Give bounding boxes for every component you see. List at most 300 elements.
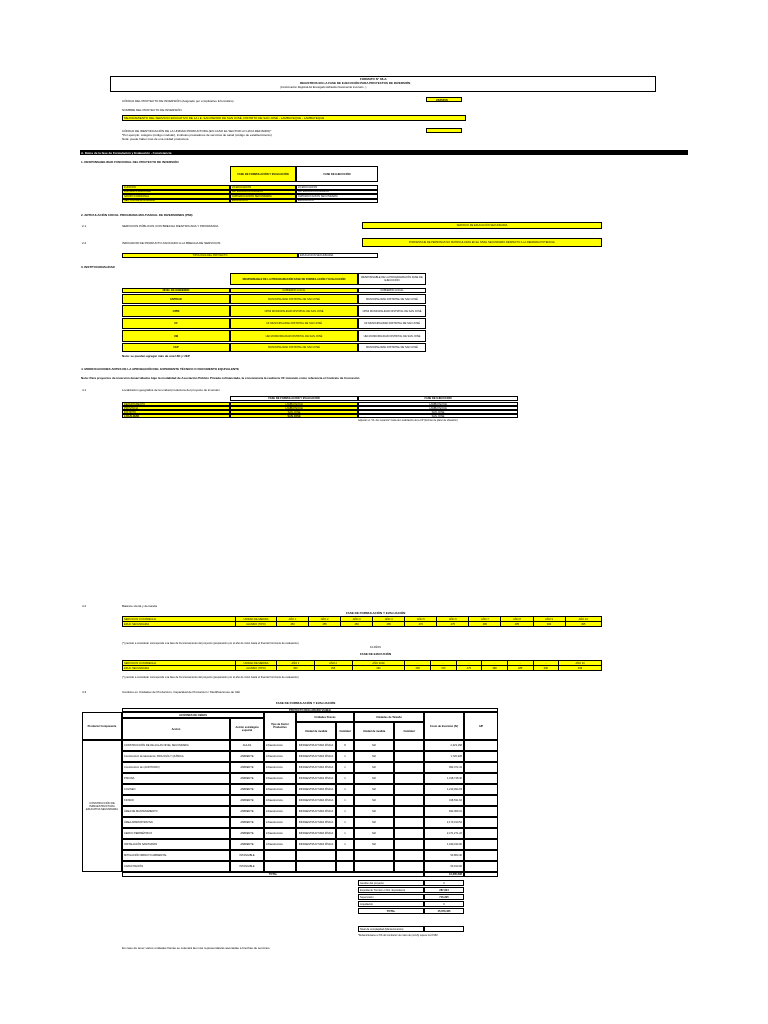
loc-row-ej[interactable]: SAN JOSÉ — [358, 414, 518, 418]
s1-row-fe: 047 EDUCACIÓN BÁSICA — [230, 190, 296, 195]
table-cell — [336, 806, 354, 817]
s43-num: 4.3 — [82, 690, 87, 694]
table-cell — [336, 773, 354, 784]
summary-value[interactable]: 0 — [424, 901, 464, 907]
table-cell: 495 — [565, 622, 601, 627]
cell-text: AMBIENTE — [240, 843, 254, 846]
table-cell — [122, 740, 230, 751]
loc-row-label: PROVINCIA — [122, 406, 230, 410]
cell-text: INFRAESTRUCTURA FÍSICA — [298, 744, 334, 747]
cell-text: INFRAESTRUCTURA FÍSICA — [298, 777, 334, 780]
table-cell — [354, 751, 394, 762]
tbl-h-ap: A/P — [464, 712, 498, 740]
s3-row-label: NIVEL DE GOBIERNO — [122, 288, 230, 293]
cell-text: ÁREA ADMINISTRATIVA — [124, 821, 153, 824]
table-cell — [336, 795, 354, 806]
cell-text: infraestructura — [266, 766, 283, 769]
cell-text: M2 — [372, 755, 376, 758]
table-row — [123, 622, 602, 627]
s2-r3-label: TIPOLOGÍA DEL PROYECTO — [122, 253, 298, 258]
loc-row-label: DISTRITO — [122, 410, 230, 414]
table-cell — [336, 839, 354, 850]
table-cell[interactable] — [424, 784, 464, 795]
table-cell: SERVICIOS CON BRECHA — [123, 617, 236, 622]
table-cell — [122, 861, 230, 872]
table-cell: 460 — [352, 666, 405, 671]
table-cell — [394, 861, 424, 872]
table-cell[interactable] — [424, 850, 464, 861]
table-cell — [336, 828, 354, 839]
cell-text: infraestructura — [266, 777, 283, 780]
cell-text: INFRAESTRUCTURA FÍSICA — [298, 755, 334, 758]
unidad-label: CÓDIGO DE IDENTIFICACIÓN DE LA UNIDAD PRODUCTORA (EN CASO EL SECTOR LO HAYA DEFINIDO)* — [122, 129, 272, 133]
s3-row-label: UEI — [122, 330, 230, 342]
table-cell — [336, 784, 354, 795]
summary-value[interactable]: 716,305 — [424, 894, 464, 900]
tbl-h-acc-group: ACCIONES DE OBRAS — [122, 712, 264, 718]
cell-text: KIOSKO — [124, 799, 134, 802]
table-cell — [464, 806, 498, 817]
summary-label: Supervisión — [358, 894, 424, 900]
loc-col-fe: FASE DE FORMULACIÓN Y EVALUACIÓN — [230, 396, 358, 401]
summary-label: Expediente Técnico o Doc. Equivalente — [358, 887, 424, 893]
table-cell[interactable] — [424, 861, 464, 872]
table-cell[interactable] — [424, 817, 464, 828]
s1-col-ej: FASE DE EJECUCIÓN — [296, 166, 378, 182]
table-cell: AÑO 6 — [437, 617, 469, 622]
cell-text: 1,040,434.90 — [446, 843, 462, 846]
table-cell[interactable] — [424, 740, 464, 751]
cell-text: infraestructura — [266, 788, 283, 791]
tbl-total: 16,365,298 — [424, 872, 464, 877]
table-cell — [464, 817, 498, 828]
cell-text: 318,531.62 — [449, 799, 462, 802]
s2-r1-value[interactable]: SERVICIO DE EDUCACIÓN SECUNDARIA — [362, 222, 602, 229]
cell-text: 1 — [344, 843, 346, 846]
s1-row-label: GRUPO FUNCIONAL — [122, 194, 230, 199]
table-cell — [122, 762, 230, 773]
cell-text: INFRAESTRUCTURA FÍSICA — [298, 843, 334, 846]
cell-text: M2 — [372, 766, 376, 769]
cell-text: INFRAESTRUCTURA FÍSICA — [298, 788, 334, 791]
table-cell — [264, 740, 296, 751]
table-cell: 450 — [277, 666, 315, 671]
table-cell: 485 — [501, 622, 533, 627]
table-cell — [464, 850, 498, 861]
mant-field[interactable] — [424, 926, 464, 932]
table-cell — [464, 773, 498, 784]
tbl-h-um2: Unidad de medida — [354, 722, 394, 740]
loc-row-fe: LAMBAYEQUE — [230, 406, 358, 410]
table-cell — [464, 784, 498, 795]
table-cell: AÑO 1 — [277, 661, 315, 666]
cell-text: infraestructura — [266, 810, 283, 813]
summary-label: Liquidación — [358, 901, 424, 907]
summary-total-label: TOTAL — [358, 908, 424, 914]
s3-row-fe: OPMI MUNICIPALIDAD DISTRITAL DE SAN JOSÉ — [230, 305, 358, 317]
s3-row-ej[interactable]: GOBIERNO LOCAL — [358, 288, 426, 293]
table-cell — [464, 828, 498, 839]
table-cell — [394, 828, 424, 839]
table-cell — [122, 784, 230, 795]
cell-text: 692,069.31 — [449, 810, 462, 813]
table-cell: 450 — [277, 622, 309, 627]
table-cell — [336, 817, 354, 828]
table-cell: UNIDAD DE MEDIDA — [236, 661, 277, 666]
table-cell — [394, 784, 424, 795]
table-cell — [394, 762, 424, 773]
table-cell: UNIDAD DE MEDIDA — [236, 617, 277, 622]
bal-title-fe: FASE DE FORMULACIÓN Y EVALUACIÓN — [346, 611, 406, 615]
tbl-component: CONSTRUCCIÓN DE INFRAESTRUCTURA EDUCATIVA SECUNDARIA — [82, 740, 122, 872]
cell-text: 1 — [344, 788, 346, 791]
s1-row-fe: EDUCACIÓN — [230, 199, 296, 204]
table-cell: EDUC SECUNDARIA — [123, 666, 236, 671]
table-cell: ALUMNO (TIPO) — [236, 622, 277, 627]
table-cell — [296, 828, 336, 839]
cell-text: AMBIENTE — [240, 832, 254, 835]
cell-text: MITIGACIÓN IMPACTO AMBIENTAL — [124, 854, 167, 857]
codigo-value: 2485358 — [436, 97, 448, 102]
form-title: FORMATO N° 08-A: — [360, 77, 388, 81]
cell-text: 1,318,748.40 — [446, 777, 462, 780]
s42-label: Balance oferta y demanda — [122, 604, 158, 608]
s2-r2-num: 2.2 — [82, 241, 87, 245]
table-cell — [296, 806, 336, 817]
cell-text: Construcción de (AUDITORIO) — [124, 766, 160, 769]
table-cell — [230, 850, 264, 861]
table-cell — [296, 861, 336, 872]
s1-title: 1. RESPONSABILIDAD FUNCIONAL DEL PROYECTO DE INVERSIÓN — [81, 160, 179, 164]
s3-title: 3. INSTITUCIONALIDAD — [81, 265, 115, 269]
table-cell — [296, 850, 336, 861]
table-cell — [354, 861, 394, 872]
table-cell — [394, 773, 424, 784]
summary-value[interactable]: 0 — [424, 880, 464, 886]
unidad-note2: Nota: puede haber más de una unidad productora — [122, 137, 189, 141]
cell-text: INFRAESTRUCTURA FÍSICA — [298, 799, 334, 802]
table-cell: AÑO 9 — [533, 617, 565, 622]
table-cell — [354, 784, 394, 795]
table-cell: 475 — [437, 622, 469, 627]
cell-text: 1 — [344, 777, 346, 780]
s4-title: 4. MODIFICACIONES ANTES DE LA APROBACIÓN DEL EXPEDIENTE TÉCNICO O DOCUMENTO EQUIVALENTE — [81, 367, 240, 371]
s3-row-ej[interactable]: MUNICIPALIDAD DISTRITAL DE SAN JOSÉ — [358, 343, 426, 352]
s1-row-ej[interactable]: 0105 EDUCACIÓN SECUNDARIA — [296, 194, 378, 199]
table-cell — [296, 751, 336, 762]
table-cell — [296, 784, 336, 795]
table-cell — [122, 795, 230, 806]
cell-text: 1 — [344, 766, 346, 769]
cell-text: COLISEO — [124, 788, 136, 791]
cell-text: 1 — [344, 821, 346, 824]
table-cell — [296, 839, 336, 850]
cell-text: 993,072.43 — [449, 766, 462, 769]
cell-text: 2,471,271.22 — [446, 832, 462, 835]
cell-text: 53,863.40 — [450, 854, 462, 857]
cell-text: AMBIENTE — [240, 799, 254, 802]
table-cell — [336, 740, 354, 751]
loc-row-fe: LAMBAYEQUE — [230, 402, 358, 406]
table-cell: AÑO 4 — [373, 617, 405, 622]
table-cell — [264, 784, 296, 795]
table-cell: ... — [431, 661, 457, 666]
table-cell: AÑO 1 — [277, 617, 309, 622]
table-cell — [230, 762, 264, 773]
s3-row-ej[interactable]: UF MUNICIPALIDAD DISTRITAL DE SAN JOSÉ — [358, 318, 426, 329]
table-cell — [122, 839, 230, 850]
table-cell — [296, 740, 336, 751]
tbl-h-cant: Cantidad — [336, 722, 354, 740]
table-cell: ... — [456, 661, 482, 666]
cell-text: 8 — [344, 744, 346, 747]
s3-row-fe: MUNICIPALIDAD DISTRITAL DE SAN JOSÉ — [230, 294, 358, 304]
table-cell[interactable] — [424, 762, 464, 773]
table-cell — [354, 806, 394, 817]
cell-text: M2 — [372, 799, 376, 802]
form-subtitle: REGISTROS EN LA FASE DE EJECUCIÓN PARA PROYECTOS DE INVERSIÓN — [300, 81, 411, 85]
table-cell[interactable] — [424, 795, 464, 806]
table-cell — [336, 751, 354, 762]
cell-text: AMBIENTE — [240, 777, 254, 780]
table-cell — [354, 773, 394, 784]
bal-note1: (*) periodo a considerar corresponde a la fase de Funcionamiento del proyecto (preparación por el año de inicio hasta el final del horizonte de evaluación) — [122, 642, 299, 645]
cell-text: AULAS — [242, 744, 252, 747]
s43-label: Cambios en Unidades de Producción, Capacidad de Producción / Modificaciones de UEI — [122, 690, 240, 694]
table-cell — [230, 828, 264, 839]
table-cell — [336, 861, 354, 872]
table-cell[interactable] — [424, 828, 464, 839]
table-cell: AÑO 7 — [469, 617, 501, 622]
table-cell: AÑO 10 — [559, 661, 602, 666]
cell-text: 1,720,328 — [450, 755, 462, 758]
unidad-note1: *Por ejemplo: colegios (código modular), institutos prestadores de servicios de salud (código de establecimiento) — [122, 133, 272, 137]
s3-note: Nota: se pueden agregar más de una UEI y UEP — [122, 354, 190, 358]
tbl-h-factor: Tipo de Factor Productivo — [264, 712, 296, 740]
table-cell — [230, 839, 264, 850]
tbl-total-ap — [464, 872, 498, 877]
mant-note: *Deberá llenarse el 3% del contractor de mano de (nomb) supere los 8 MM — [358, 934, 438, 937]
bal-note2: (*) periodo a considerar corresponde a la fase de Funcionamiento del proyecto (preparación por el año de inicio hasta el final del horizonte de evaluación) — [122, 676, 299, 679]
table-cell: AÑO 2019 — [352, 661, 405, 666]
table-cell — [354, 795, 394, 806]
table-cell[interactable] — [424, 751, 464, 762]
table-cell: 470 — [431, 666, 457, 671]
table-cell: ... — [482, 661, 508, 666]
table-cell — [464, 839, 498, 850]
table-cell — [264, 751, 296, 762]
tbl-h-tam: Unidades de Tamaño — [354, 712, 424, 722]
table-cell: 490 — [533, 666, 559, 671]
s3-row-label: OPMI — [122, 305, 230, 317]
loc-row-fe: SAN JOSÉ — [230, 410, 358, 414]
loc-row-label: DEPARTAMENTO — [122, 402, 230, 406]
section-bar-label: A. Datos de la fase de Formulación y Evaluación - Consistencia — [81, 150, 172, 155]
s3-row-label: ENTIDAD — [122, 294, 230, 304]
unidad-field[interactable] — [426, 128, 462, 133]
s3-col-fe: RESPONSABLE DE LA PROGRAMACIÓN FASE DE FORMULACIÓN Y EVALUACIÓN — [230, 273, 358, 285]
table-cell — [354, 828, 394, 839]
s2-title: 2. ARTICULACIÓN CON EL PROGRAMA MULTIANUAL DE INVERSIONES (PMI) — [81, 213, 193, 217]
table-cell: AÑO 2 — [309, 617, 341, 622]
table-cell — [122, 828, 230, 839]
codigo-label: CÓDIGO DEL PROYECTO DE INVERSIÓN (Asignado por el Aplicativo Informático) — [122, 99, 234, 103]
cell-text: 1 — [344, 755, 346, 758]
table-cell: 480 — [482, 666, 508, 671]
table-cell — [230, 740, 264, 751]
tbl-h-accion: Acción — [122, 718, 230, 740]
cell-text: 1,213,094.03 — [446, 788, 462, 791]
loc-row-label: LOCALIDAD — [122, 414, 230, 418]
table-cell — [264, 861, 296, 872]
cell-text: M2 — [372, 744, 376, 747]
cell-text: INFRAESTRUCTURA FÍSICA — [298, 821, 334, 824]
summary-value[interactable]: 287,904 — [424, 887, 464, 893]
cell-text: INSTALACIÓN SANITARIAS — [124, 843, 158, 846]
s3-row-label: UF — [122, 318, 230, 329]
table-cell — [230, 817, 264, 828]
table-cell — [394, 795, 424, 806]
cell-text: INFRAESTRUCTURA FÍSICA — [298, 810, 334, 813]
s2-r1-label: SERVICIOS PÚBLICOS CON BRECHA IDENTIFICADA Y PRIORIZADA — [122, 224, 219, 228]
table-cell — [354, 762, 394, 773]
s1-row-ej[interactable]: 047 EDUCACIÓN BÁSICA — [296, 190, 378, 195]
tbl-title: FASE DE FORMULACIÓN Y EVALUACIÓN — [276, 701, 336, 705]
cell-text: infraestructura — [266, 821, 283, 824]
cell-text: M2 — [372, 843, 376, 846]
table-cell — [264, 828, 296, 839]
tbl-h-fis: Unidades Físicas — [296, 712, 354, 722]
table-cell: 495 — [559, 666, 602, 671]
table-cell[interactable] — [424, 806, 464, 817]
table-cell — [464, 740, 498, 751]
table-cell — [264, 850, 296, 861]
cell-text: AMBIENTE — [240, 755, 254, 758]
table-cell — [122, 751, 230, 762]
loc-row-ej[interactable]: LAMBAYEQUE — [358, 406, 518, 410]
table-cell — [394, 839, 424, 850]
s2-r1-num: 2.1 — [82, 224, 87, 228]
s3-col-ej: RESPONSABLE DE LA PROGRAMACIÓN FASE DE EJECUCIÓN — [358, 273, 426, 285]
s42-num: 4.2 — [82, 604, 87, 608]
s3-row-ej[interactable]: OPMI MUNICIPALIDAD DISTRITAL DE SAN JOSÉ — [358, 305, 426, 317]
mant-label: Nivel de complejidad (Mantenimiento) — [358, 926, 424, 932]
table-cell: AÑO 2 — [314, 661, 352, 666]
cell-text: infraestructura — [266, 832, 283, 835]
table-cell: AÑO 8 — [501, 617, 533, 622]
tbl-h-prod: Producto/ Componente — [82, 712, 122, 740]
table-cell — [264, 817, 296, 828]
tbl-h-cant2: Cantidad — [394, 722, 424, 740]
cell-text: infraestructura — [266, 843, 283, 846]
table-cell — [230, 795, 264, 806]
table-cell — [394, 751, 424, 762]
cell-text: 1 — [344, 832, 346, 835]
s1-row-ej[interactable]: 22 EDUCACIÓN — [296, 185, 378, 190]
table-cell: 470 — [405, 622, 437, 627]
table-cell: 480 — [469, 622, 501, 627]
cell-text: infraestructura — [266, 744, 283, 747]
table-cell: AÑO 5 — [405, 617, 437, 622]
table-cell: EDUC SECUNDARIA — [123, 622, 236, 627]
s3-row-ej[interactable]: UEI MUNICIPALIDAD DISTRITAL DE SAN JOSÉ — [358, 330, 426, 342]
s1-row-label: FUNCIÓN — [122, 185, 230, 190]
table-cell — [394, 806, 424, 817]
table-cell: 465 — [405, 666, 431, 671]
table-cell — [264, 762, 296, 773]
s1-row-fe: 0105 EDUCACIÓN SECUNDARIA — [230, 194, 296, 199]
final-note: En caso de tener varios unidades físicas se colocará las más representativas asociadas a brechas de servicios — [122, 946, 270, 950]
cell-text: M2 — [372, 810, 376, 813]
loc-row-ej[interactable]: SAN JOSÉ — [358, 410, 518, 414]
table-cell — [230, 861, 264, 872]
table-cell — [122, 806, 230, 817]
cell-text: infraestructura — [266, 799, 283, 802]
table-cell: 455 — [314, 666, 352, 671]
table-cell — [264, 795, 296, 806]
loc-col-ej: FASE DE EJECUCIÓN — [358, 396, 518, 401]
cell-text: INTANGIBLE — [239, 865, 255, 868]
table-cell: 460 — [341, 622, 373, 627]
table-cell — [336, 762, 354, 773]
s1-row-ej[interactable]: EDUCACIÓN — [296, 199, 378, 204]
tbl-h-estrat: Acción estratégica especial — [230, 718, 264, 740]
cell-text: PISCINA — [124, 777, 135, 780]
table-cell — [264, 773, 296, 784]
table-cell — [464, 861, 498, 872]
table-cell — [336, 850, 354, 861]
s3-row-ej[interactable]: MUNICIPALIDAD DISTRITAL DE SAN JOSÉ — [358, 294, 426, 304]
cell-text: M2 — [372, 821, 376, 824]
table-cell: ALUMNO (TIPO) — [236, 666, 277, 671]
table-cell: 490 — [533, 622, 565, 627]
tbl-h-costo: Costo de Inversión (S/) — [424, 712, 464, 740]
table-cell — [296, 795, 336, 806]
bal-note1b: 10 AÑOS — [370, 646, 381, 649]
s2-r3-value[interactable]: EDUCACIÓN SECUNDARIA — [298, 253, 378, 258]
cell-text: AMBIENTE — [240, 788, 254, 791]
cell-text: Construcción de laboratorio, BIOLOGÍA Y QUÍMICA — [124, 755, 184, 758]
tbl-total-label: TOTAL — [122, 872, 424, 877]
table-cell: AÑO 10 — [565, 617, 601, 622]
table-cell — [230, 751, 264, 762]
summary-label: Gestión del proyecto — [358, 880, 424, 886]
cell-text: M2 — [372, 832, 376, 835]
summary-total: 15,373,405 — [424, 908, 464, 914]
table-cell: AÑO 3 — [341, 617, 373, 622]
s2-r2-value[interactable]: PORCENTAJE DE PERSONAS NO MATRICULADAS EN EL NIVEL SECUNDARIO RESPECTO A LA DEMANDA POTENCIAL — [362, 238, 602, 247]
cell-text: 53,910.00 — [450, 865, 462, 868]
table-cell[interactable] — [424, 839, 464, 850]
cell-text: 1 — [344, 810, 346, 813]
balance-table-fe — [122, 616, 602, 627]
cell-text: CONSTRUCCIÓN DE DE AULAS NIVEL SECUNDARIA — [124, 744, 189, 747]
table-cell: 455 — [309, 622, 341, 627]
cell-text: CERCO PERIMÉTRICO — [124, 832, 153, 835]
s3-row-fe: UEI MUNICIPALIDAD DISTRITAL DE SAN JOSÉ — [230, 330, 358, 342]
table-cell[interactable] — [424, 773, 464, 784]
loc-row-ej[interactable]: LAMBAYEQUE — [358, 402, 518, 406]
table-cell — [394, 817, 424, 828]
cell-text: 2,170,310.54 — [446, 821, 462, 824]
table-cell — [264, 839, 296, 850]
table-cell — [354, 817, 394, 828]
balance-table-ej — [122, 660, 602, 671]
s3-row-fe: MUNICIPALIDAD DISTRITAL DE SAN JOSÉ — [230, 343, 358, 352]
table-cell — [230, 784, 264, 795]
s3-row-fe: GOBIERNO LOCAL — [230, 288, 358, 293]
table-cell: ... — [507, 661, 533, 666]
